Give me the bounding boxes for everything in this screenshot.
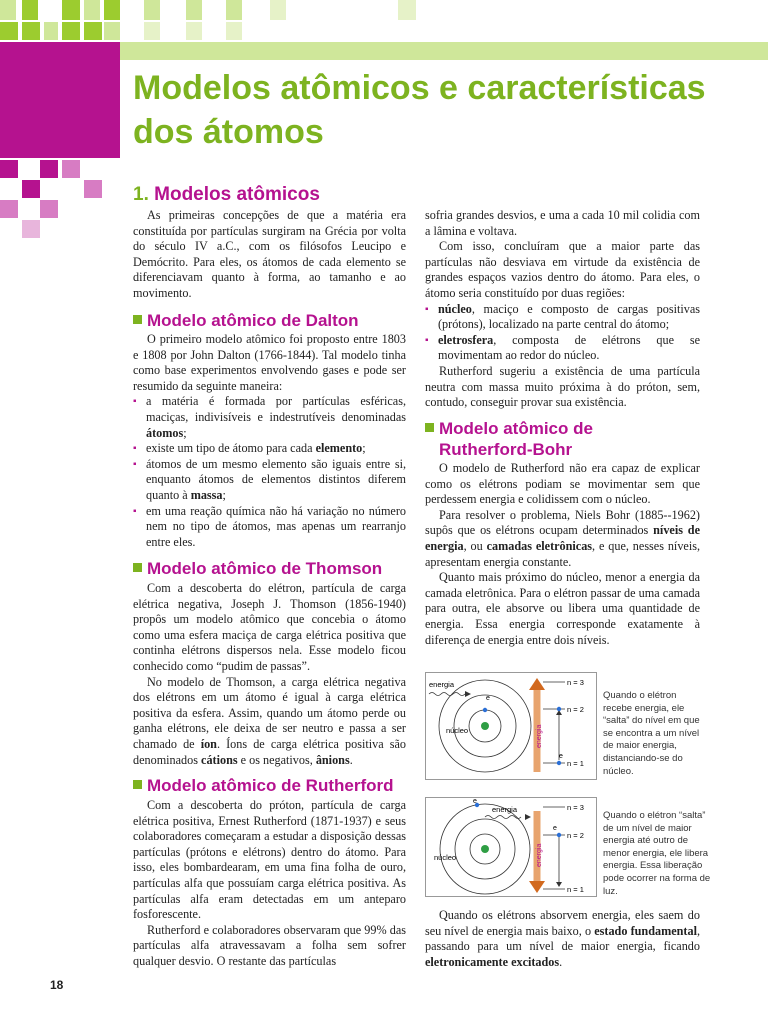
level-n3: n = 3 <box>567 803 584 812</box>
bohr-figure-absorb <box>425 672 597 780</box>
list-item: ▪ em uma reação química não há variação no número nem no tipo de átomos, mas apenas um rearranjo entre eles. <box>133 504 406 551</box>
list-item: ▪ eletrosfera, composta de elétrons que se movimentam ao redor do núcleo. <box>425 333 700 364</box>
rutherford-text-cont: sofria grandes desvios, e uma a cada 10 mil colidia com a lâmina e voltava. Com isso, concluíram que a maior parte das partículas não desviava em virtude da existência de grandes espaços vazios dentro do átomo. Para eles, o átomo seria constituído por duas regiões: ▪ núcleo, maciço e composto de cargas positivas (prótons), localizado na parte central do átomo; ▪ eletrosfera, composta de elétrons que se movimentam ao redor do núcleo. Rutherford sugeriu a existência de uma partícula neutra com massa muito próxima à do próton, sem, contudo, conseguir provar sua existência. <box>425 208 700 411</box>
level-n2: n = 2 <box>567 831 584 840</box>
figure1-caption: Quando o elétron recebe energia, ele “salta” do nível em que se encontra a um nível de maior energia, distanciando-se do núcleo. <box>603 690 700 777</box>
thomson-heading: Modelo atômico de Thomson <box>133 558 382 579</box>
level-n3: n = 3 <box>567 678 584 687</box>
bohr-figure-emit <box>425 797 597 897</box>
nucleo-label: núcleo <box>434 853 457 862</box>
intro-text: As primeiras concepções de que a matéria era constituída por partículas surgiram na Grécia por volta do século IV a.C., com os filósofos Leucipo e Demócrito. Para eles, os átomos de cada elemento se diferenciavam quanto à forma, ao tamanho e ao movimento. <box>133 208 406 300</box>
section-number: 1. <box>133 184 149 205</box>
level-n2: n = 2 <box>567 705 584 714</box>
figure2-caption: Quando o elétron “salta” de um nível de maior energia até outro de menor energia, ele libera energia. Essa liberação pode ocorrer na forma de luz. <box>603 810 711 897</box>
electron-label-2: e <box>553 825 557 832</box>
bohr-text-cont: Quando os elétrons absorvem energia, eles saem do seu nível de energia mais baixo, o estado fundamental, passando para um nível de maior energia, ficando eletronicamente excitados. <box>425 908 700 969</box>
electron-label: e <box>486 695 490 702</box>
section-title: Modelos atômicos <box>154 184 320 205</box>
rutherford-text: Com a descoberta do próton, partícula de carga elétrica positiva, Ernest Rutherford (1871-1937) e seus colaboradores começaram a estudar a disposição dessas partículas (prótons e elétrons) dentro do átomo. Para isso, eles bombardearam, em uma fina folha de ouro, partículas alfa que possuíam carga elétrica positiva. As partículas alfa eram detectadas em um anteparo fosforescente. Rutherford e colaboradores observaram que 99% das partículas alfa atravessavam a folha sem sofrer qualquer desvio. O restante das partículas <box>133 798 406 968</box>
bohr-heading: Modelo atômico de Rutherford-Bohr <box>425 418 593 460</box>
energy-axis-label: energia <box>536 843 543 867</box>
list-item: ▪ a matéria é formada por partículas esféricas, maciças, indivisíveis e indestrutíveis denominadas átomos; <box>133 394 406 441</box>
section-heading <box>133 184 320 206</box>
page-title: Modelos atômicos e características dos átomos <box>133 69 706 151</box>
dalton-text: O primeiro modelo atômico foi proposto entre 1803 e 1808 por John Dalton (1766-1844). Tal modelo tinha como base experimentos envolvendo gases e pode ser resumido da seguinte maneira: ▪ a matéria é formada por partículas esféricas, maciças, indivisíveis e indestrutíveis denominadas átomos; ▪ existe um tipo de átomo para cada elemento; ▪ átomos de um mesmo elemento são iguais entre si, enquanto átomos de elementos distintos diferem quanto à massa; ▪ em uma reação química não há variação no número nem no tipo de átomos, mas apenas um rearranjo entre eles. <box>133 332 406 550</box>
list-item: ▪ átomos de um mesmo elemento são iguais entre si, enquanto átomos de elementos distintos diferem quanto à massa; <box>133 457 406 504</box>
list-item: ▪ núcleo, maciço e composto de cargas positivas (prótons), localizado na parte central do átomo; <box>425 302 700 333</box>
bohr-text: O modelo de Rutherford não era capaz de explicar como os elétrons podiam se movimentar sem que perdessem energia e colidissem com o núcleo. Para resolver o problema, Niels Bohr (1885--1962) supôs que os elétrons ocupam determinados níveis de energia, ou camadas eletrônicas, e que, nesses níveis, apresentam energia constante. Quanto mais próximo do núcleo, menor a energia da camada eletrônica. Para o elétron passar de uma camada para outra, ele absorve ou libera uma quantidade de energia. Essa energia corresponde exatamente à diferença de energia entre dois níveis. <box>425 461 701 647</box>
electron-label-2: e <box>559 753 563 760</box>
nucleo-label: núcleo <box>446 726 469 735</box>
level-n1: n = 1 <box>567 885 584 894</box>
list-item: ▪ existe um tipo de átomo para cada elemento; <box>133 441 406 457</box>
energia-label: energia <box>492 805 518 814</box>
energy-axis-label: energia <box>536 724 543 748</box>
rutherford-heading: Modelo atômico de Rutherford <box>133 775 394 796</box>
energia-label: energia <box>429 680 455 689</box>
thomson-text: Com a descoberta do elétron, partícula de carga elétrica negativa, Joseph J. Thomson (1856-1940) propôs um modelo atômico que concebia o átomo como uma esfera maciça de carga elétrica positiva que continha elétrons dispersos nela. Esse modelo ficou conhecido como “pudim de passas”. No modelo de Thomson, a carga elétrica negativa dos elétrons em um átomo é igual à carga elétrica positiva da esfera. Assim, quando um átomo perde ou ganha elétrons, ele deixa de ser neutro e passa a ser chamado de íon. Íons de carga elétrica positiva são denominados cátions e os negativos, ânions. <box>133 581 406 767</box>
level-n1: n = 1 <box>567 759 584 768</box>
electron-label: e <box>473 798 477 805</box>
dalton-heading: Modelo atômico de Dalton <box>133 310 359 331</box>
page-number: 18 <box>50 978 64 992</box>
